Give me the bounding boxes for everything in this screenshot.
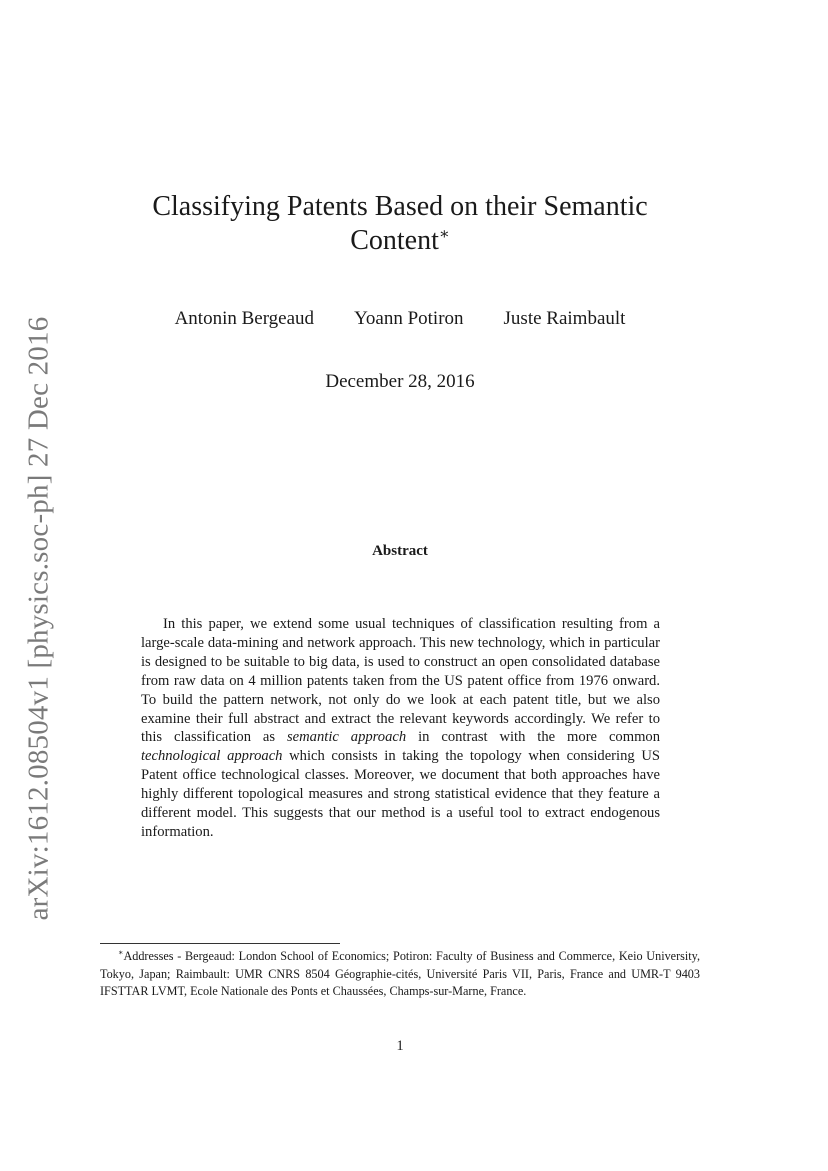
footnote-marker: ∗ [118, 948, 124, 957]
arxiv-identifier-stamp [14, 316, 64, 921]
footnote-divider [100, 943, 340, 944]
abstract-emphasis-technological: technological approach [141, 748, 283, 765]
abstract-text-part-3: which consists in taking the topology when considering US Patent office technological classes. Moreover, we document that both approaches have highly different topological measures and strong statistical evidence that they feature a different model. This suggests that our method is a useful tool to extract endogenous information. [141, 748, 660, 840]
abstract-text-part-1: In this paper, we extend some usual techniques of classification resulting from a large-scale data-mining and network approach. This new technology, which in particular is designed to be suitable to big data, is used to construct an open consolidated database from raw data on 4 million patents taken from the US patent office from 1976 onward. To build the pattern network, not only do we look at each patent title, but we also examine their full abstract and extract the relevant keywords accordingly. We refer to this classification as [141, 616, 660, 746]
author-name: Juste Raimbault [503, 308, 626, 329]
paper-title-line-2: Content [350, 225, 439, 256]
publication-date: December 28, 2016 [325, 371, 475, 392]
author-list [100, 308, 700, 330]
author-name: Antonin Bergeaud [174, 308, 315, 329]
abstract-body [141, 615, 660, 842]
paper-title [100, 190, 700, 258]
paper-title-line-1: Classifying Patents Based on their Semantic [152, 191, 648, 222]
footnote-text: Addresses - Bergeaud: London School of Economics; Potiron: Faculty of Business and Commerce, Keio University, Tokyo, Japan; Raimbault: UMR CNRS 8504 Géographie-cités, Université Paris VII, Paris, France and UMR-T 9403 IFSTTAR LVMT, Ecole Nationale des Ponts et Chaussées, Champs-sur-Marne, France. [100, 949, 700, 998]
abstract-heading: Abstract [372, 543, 428, 559]
abstract-emphasis-semantic: semantic approach [286, 729, 407, 746]
footnote [100, 948, 700, 1001]
arxiv-identifier-text: arXiv:1612.08504v1 [physics.soc-ph] 27 Dec 2016 [22, 316, 55, 921]
page-number: 1 [396, 1038, 404, 1054]
title-footnote-marker: ∗ [438, 226, 450, 243]
abstract-text-part-2: in contrast with the more common [418, 729, 661, 746]
author-name: Yoann Potiron [354, 308, 464, 329]
